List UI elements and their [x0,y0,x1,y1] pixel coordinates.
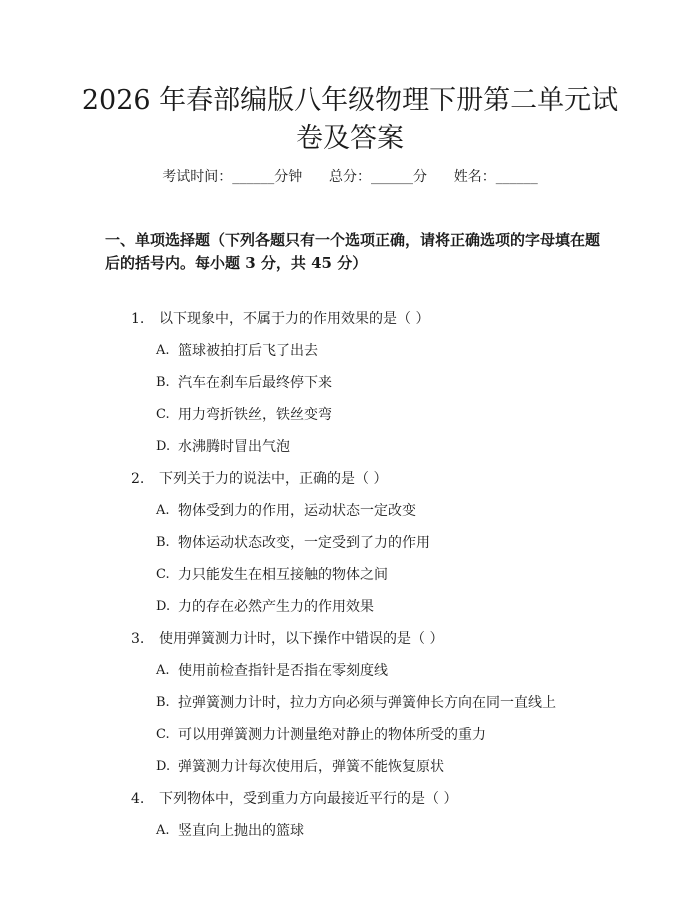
question-2-option-b [156,533,616,553]
option-letter: B. [156,375,170,390]
question-number: 1. [131,311,145,327]
question-3-option-d [156,757,616,777]
option-text: 物体受到力的作用，运动状态一定改变 [178,503,416,519]
option-letter: A. [156,343,170,358]
question-1-option-c [156,405,616,425]
question-3-option-c [156,725,616,745]
question-text: 下列关于力的说法中，正确的是（ ） [159,471,388,487]
option-text: 可以用弹簧测力计测量绝对静止的物体所受的重力 [178,727,486,743]
question-1-option-a [156,341,616,361]
exam-time-field: 考试时间：______分钟 [162,169,303,185]
option-text: 使用前检查指针是否指在零刻度线 [178,663,388,679]
option-letter: B. [156,535,170,550]
question-2-option-c [156,565,616,585]
option-letter: D. [156,599,171,614]
option-letter: D. [156,439,171,454]
option-text: 力只能发生在相互接触的物体之间 [178,567,388,583]
question-3 [131,629,611,649]
exam-info-line [0,167,700,187]
option-letter: C. [156,567,170,582]
question-text: 下列物体中，受到重力方向最接近平行的是（ ） [159,791,458,807]
question-1-option-d [156,437,616,457]
title-line-1: 2026 年春部编版八年级物理下册第二单元试 [81,85,619,116]
option-letter: A. [156,503,170,518]
section-heading-single-choice: 一、单项选择题（下列各题只有一个选项正确，请将正确选项的字母填在题后的括号内。每小题 3 分，共 45 分） [105,231,601,272]
question-2 [131,469,611,489]
question-number: 4. [131,791,145,807]
question-1-option-b [156,373,616,393]
option-text: 力的存在必然产生力的作用效果 [178,599,374,615]
option-letter: D. [156,759,171,774]
question-2-option-d [156,597,616,617]
option-text: 弹簧测力计每次使用后，弹簧不能恢复原状 [178,759,444,775]
question-4 [131,789,611,809]
question-number: 2. [131,471,145,487]
title-line-2: 卷及答案 [296,123,404,154]
question-number: 3. [131,631,145,647]
option-text: 拉弹簧测力计时，拉力方向必须与弹簧伸长方向在同一直线上 [178,695,556,711]
question-1 [131,309,611,329]
question-text: 以下现象中，不属于力的作用效果的是（ ） [159,311,430,327]
question-3-option-b [156,693,616,713]
document-title [60,82,640,158]
option-text: 竖直向上抛出的篮球 [178,823,304,839]
option-letter: A. [156,823,170,838]
question-text: 使用弹簧测力计时，以下操作中错误的是（ ） [159,631,444,647]
option-letter: C. [156,407,170,422]
option-text: 篮球被拍打后飞了出去 [178,343,318,359]
option-text: 用力弯折铁丝，铁丝变弯 [178,407,332,423]
student-name-field: 姓名：______ [453,169,538,185]
option-letter: B. [156,695,170,710]
question-3-option-a [156,661,616,681]
option-text: 水沸腾时冒出气泡 [178,439,290,455]
option-letter: A. [156,663,170,678]
option-text: 汽车在刹车后最终停下来 [178,375,332,391]
option-letter: C. [156,727,170,742]
total-score-field: 总分：______分 [329,169,427,185]
question-4-option-a [156,821,616,841]
option-text: 物体运动状态改变，一定受到了力的作用 [178,535,430,551]
question-2-option-a [156,501,616,521]
